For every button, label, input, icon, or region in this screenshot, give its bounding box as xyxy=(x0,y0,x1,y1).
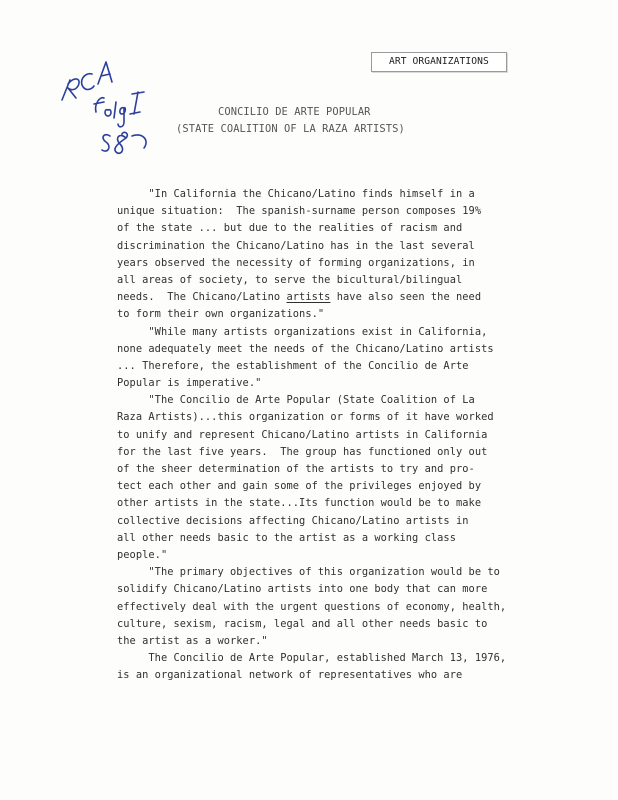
text-line: Raza Artists)...this organization or forms of it have worked xyxy=(117,411,494,424)
text-line: Popular is imperative." xyxy=(117,377,262,390)
text-line: the artist as a worker." xyxy=(117,634,268,647)
body-text xyxy=(117,186,557,684)
text-line: none adequately meet the needs of the Chicano/Latino artists xyxy=(117,342,494,355)
handwritten-annotation xyxy=(50,52,180,162)
text-line: of the sheer determination of the artists to try and pro- xyxy=(117,463,475,475)
text-line: unique situation: The spanish-surname person composes 19% xyxy=(117,205,482,218)
text-line: "The primary objectives of this organization would be to xyxy=(117,566,500,579)
text-line: culture, sexism, racism, legal and all other needs basic to xyxy=(117,617,488,630)
text-line: solidify Chicano/Latino artists into one body that can more xyxy=(117,583,488,596)
text-line xyxy=(117,289,557,306)
text-line: years observed the necessity of forming organizations, in xyxy=(117,256,475,269)
text-segment: needs. The Chicano/Latino xyxy=(117,291,287,304)
category-label: ART ORGANIZATIONS xyxy=(371,52,507,72)
text-line: "The Concilio de Arte Popular (State Coalition of La xyxy=(117,394,475,407)
document-title xyxy=(176,104,446,138)
text-line: tect each other and gain some of the privileges enjoyed by xyxy=(117,480,482,493)
text-line: The Concilio de Arte Popular, established March 13, 1976, xyxy=(117,652,507,665)
text-line: of the state ... but due to the realities of racism and xyxy=(117,222,463,235)
text-line: collective decisions affecting Chicano/Latino artists in xyxy=(117,514,469,527)
text-line: all areas of society, to serve the bicultural/bilingual xyxy=(117,273,463,286)
text-line: to unify and represent Chicano/Latino artists in California xyxy=(117,428,488,441)
title-line-1: CONCILIO DE ARTE POPULAR xyxy=(218,106,371,118)
text-line: for the last five years. The group has functioned only out xyxy=(117,445,488,458)
text-line: is an organizational network of representatives who are xyxy=(117,669,463,682)
text-line: "In California the Chicano/Latino finds himself in a xyxy=(117,188,475,200)
text-segment: have also seen the need xyxy=(330,291,482,304)
text-line: people." xyxy=(117,548,168,561)
text-line: effectively deal with the urgent questions of economy, health, xyxy=(117,600,507,613)
text-line: ... Therefore, the establishment of the Concilio de Arte xyxy=(117,359,469,372)
underlined-word: artists xyxy=(286,291,331,304)
title-line-2: (STATE COALITION OF LA RAZA ARTISTS) xyxy=(176,123,405,135)
text-line: all other needs basic to the artist as a working class xyxy=(117,531,456,544)
text-line: to form their own organizations." xyxy=(117,308,325,321)
text-line: "While many artists organizations exist in California, xyxy=(117,325,488,338)
text-line: discrimination the Chicano/Latino has in the last several xyxy=(117,239,475,252)
text-line: other artists in the state...Its function would be to make xyxy=(117,497,482,510)
